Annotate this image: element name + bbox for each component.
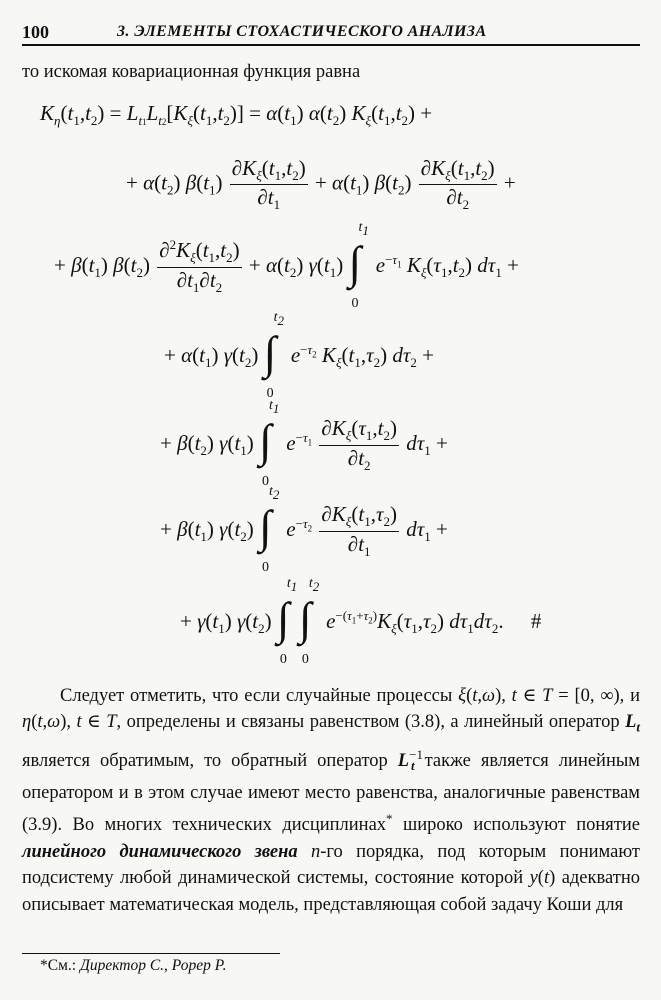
equation-line-7: + $\gamma(t_1)$ $\gamma(t_2)$ ∫ $t_1$ 0 ∫ $t_2$ 0 $e^{-(\tau_1+\tau_2)}K_\xi(\tau_1,\tau_2)$ $d\tau_1d\tau_2$. #	[180, 576, 542, 667]
equation-line-3: + $\beta(t_1)$ $\beta(t_2)$ $\frac{\partial^2K_\xi(t_1,t_2)}{\partial t_1\partial t_2}$ + $\alpha(t_2)$ $\gamma(t_1)$ ∫ $t_1$ 0 $e^{-\tau_1}$ $K_\xi(\tau_1,t_2) d\tau_1$ +	[54, 220, 519, 311]
equation-line-1: $K_\eta(t_1,t_2) = L_{t1}L_{t2}[K_\xi(t_1,t_2)] = \alpha(t_1)$ $\alpha(t_2) K_\xi(t_1,t_2)$ +	[40, 101, 433, 129]
running-title: 3. ЭЛЕМЕНТЫ СТОХАСТИЧЕСКОГО АНАЛИЗА	[117, 23, 487, 40]
footnote-rule	[22, 953, 280, 954]
equation-line-4: + $\alpha(t_1)$ $\gamma(t_2)$ ∫ $t_2$ 0 $e^{-\tau_2}$ $K_\xi(t_1,\tau_2) d\tau_2$ +	[164, 310, 435, 401]
running-header	[22, 22, 640, 46]
header-rule	[22, 44, 640, 46]
equation-line-5: + $\beta(t_2)$ $\gamma(t_1)$ ∫ $t_1$ 0 $e^{-\tau_1}$ $\frac{\partial K_\xi(\tau_1,t_2)}{\partial t_2}$ $d\tau_1$ +	[160, 398, 448, 489]
footnote: *См.: Директор С., Рорер Р.	[40, 957, 227, 974]
intro-text: то искомая ковариационная функция равна	[22, 62, 361, 82]
defined-term: линейного динамического звена	[22, 841, 298, 862]
end-of-proof-mark: #	[530, 608, 542, 633]
equation-line-6: + $\beta(t_1)$ $\gamma(t_2)$ ∫ $t_2$ 0 $e^{-\tau_2}$ $\frac{\partial K_\xi(t_1,\tau_2)}{\partial t_1}$ $d\tau_1$ +	[160, 484, 448, 575]
page-number: 100	[22, 22, 49, 42]
body-paragraph: Следует отметить, что если случайные процессы ξ(t,ω), t ∈ T = [0, ∞), и η(t,ω), t ∈ T, определены и связаны равенством (3.8), а линейный оператор $L_t$ является обратимым, то обратный оператор $L^{-1}_t$ также является линейным оператором и в этом случае имеют место равенства, аналогичные равенствам (3.9). Во многих технических дисциплинах* широко используют понятие линейного динамического звена n-го порядка, под которым понимают подсистему любой динамической системы, состояние которой y(t) адекватно описывает математическая модель, представляющая собой задачу Коши для	[22, 686, 641, 915]
equation-line-2: + $\alpha(t_2)$ $\beta(t_1)$ $\frac{\partial K_\xi(t_1,t_2)}{\partial t_1}$ + $\alpha(t_1)$ $\beta(t_2)$ $\frac{\partial K_\xi(t_1,t_2)}{\partial t_2}$ +	[126, 156, 516, 213]
